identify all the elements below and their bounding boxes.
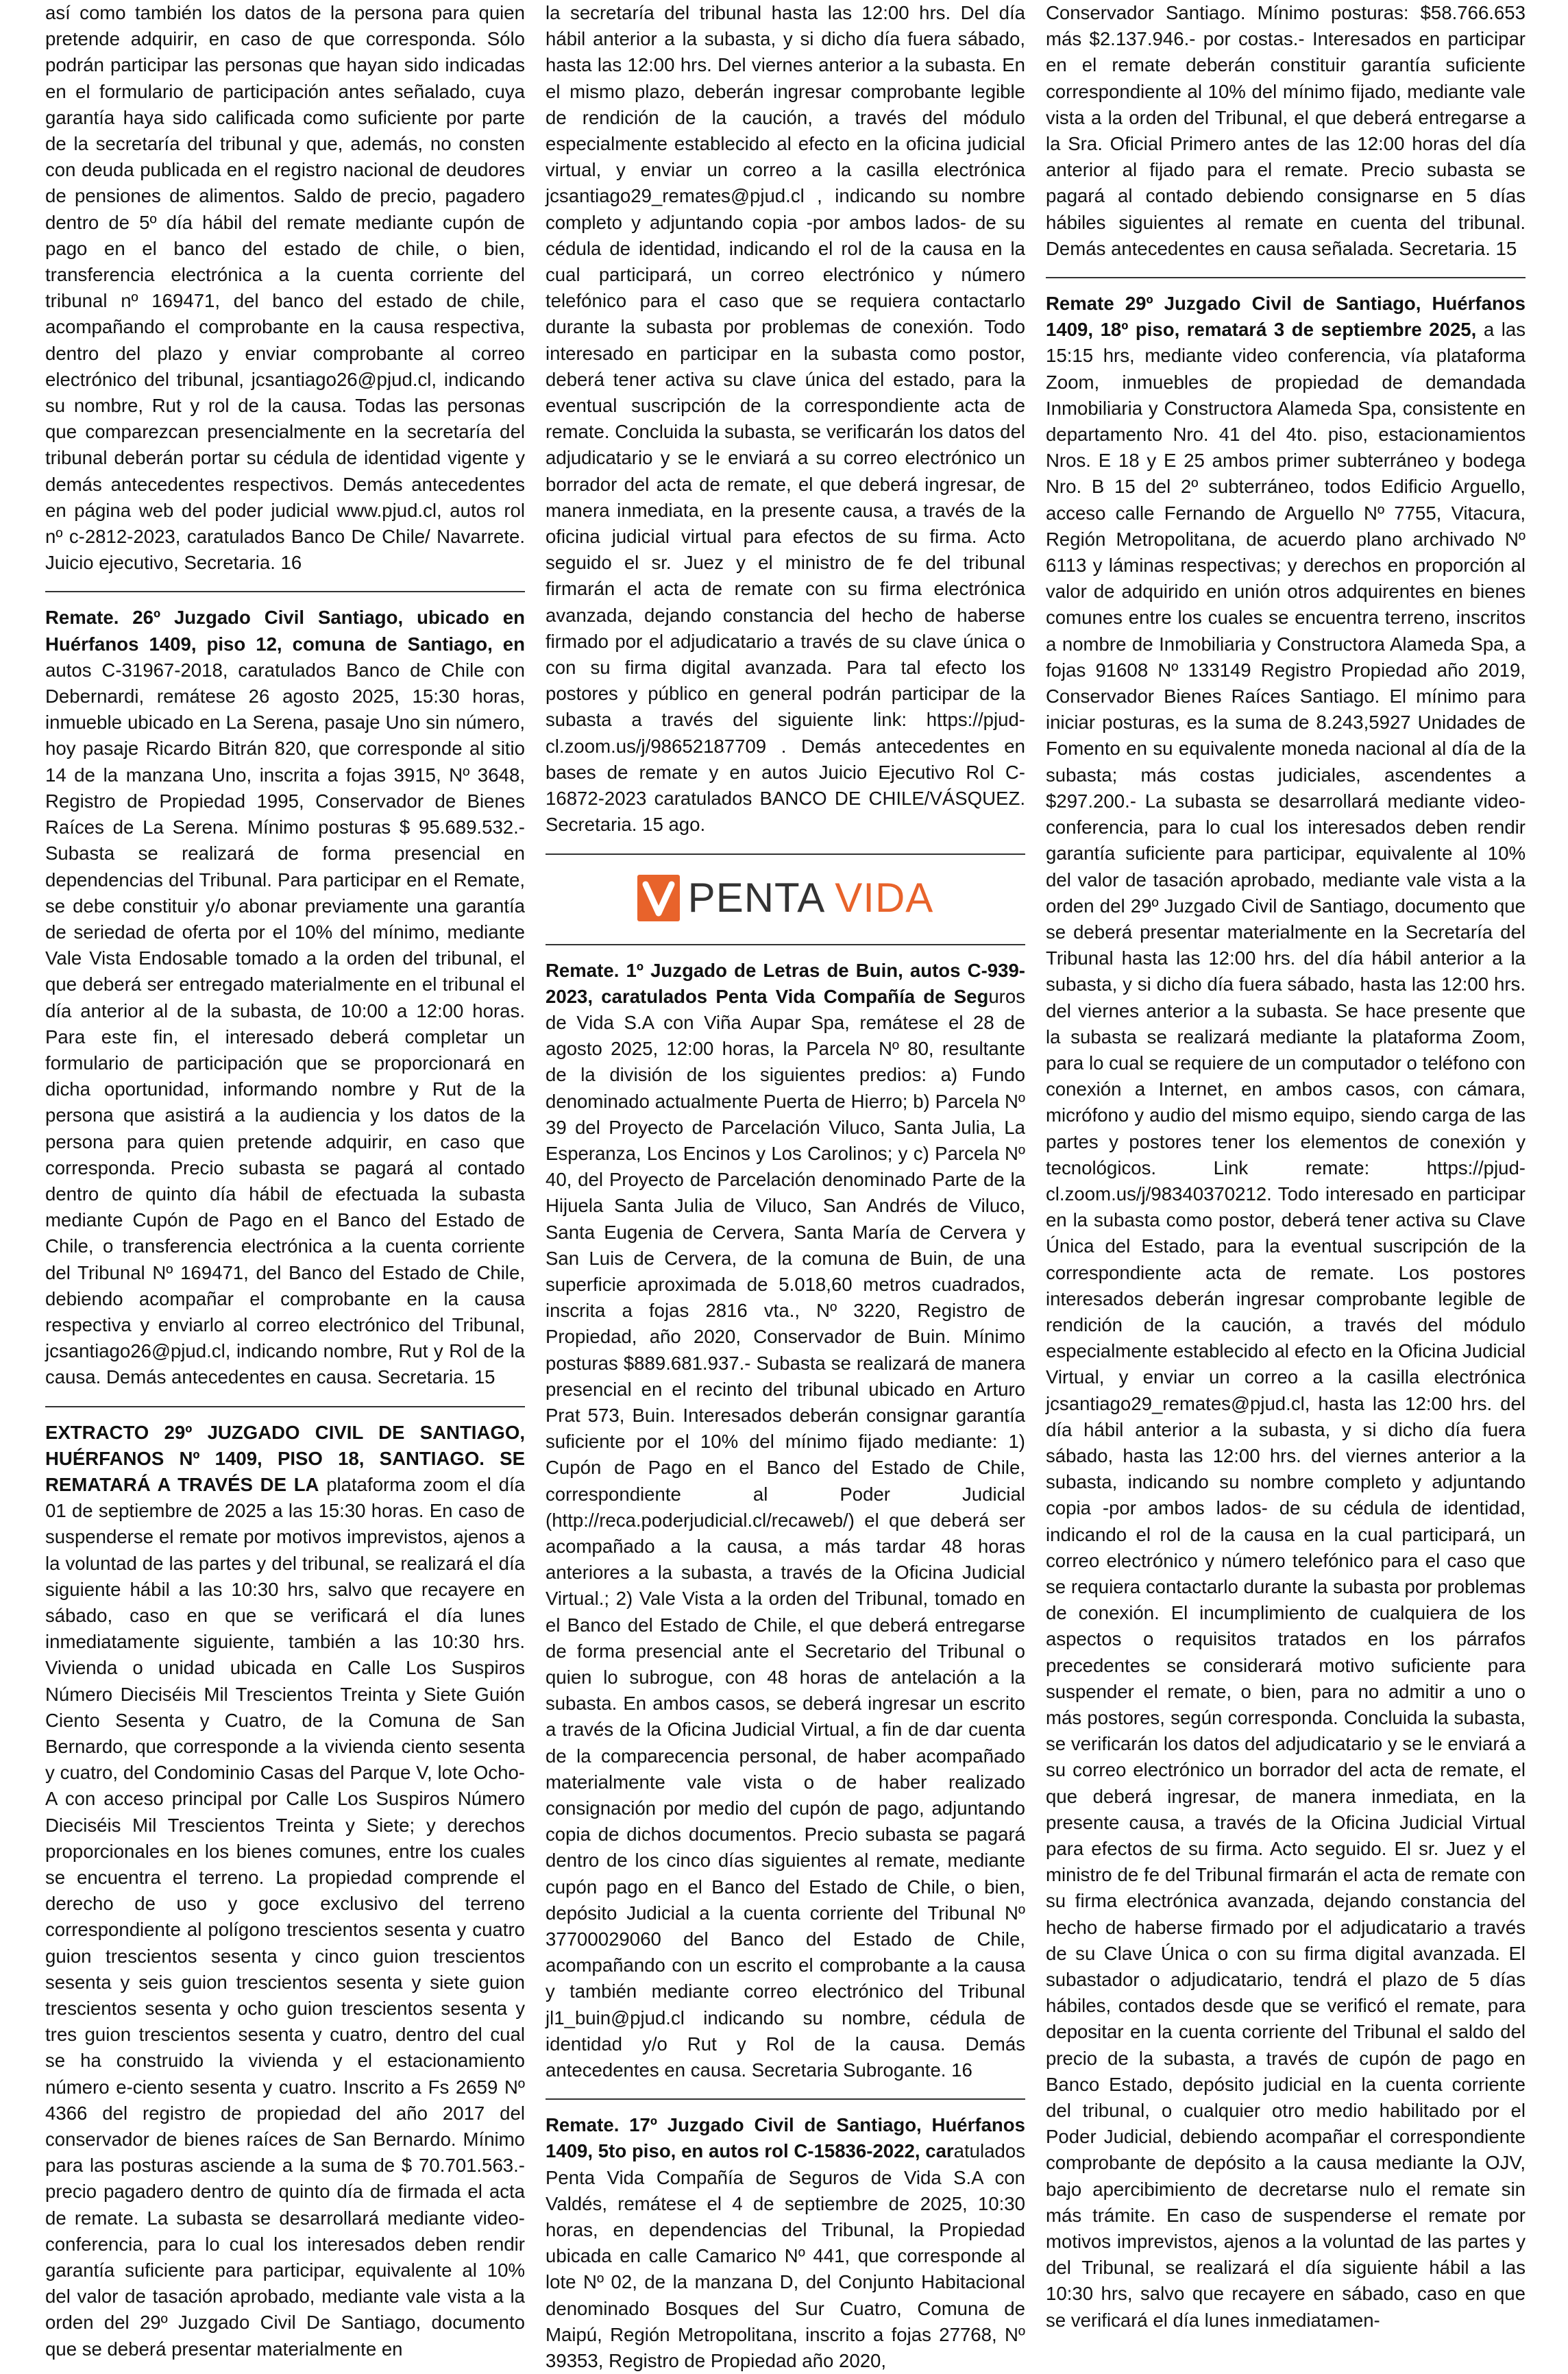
notice-remate-26-juzgado: [45, 605, 525, 1390]
notice-continuation: así como también los datos de la persona para quien pretende adquirir, en caso de que corresponda. Sólo podrán participar las personas que hayan sido indicadas en el formulario de participación antes señalado, cuya garantía haya sido calificada como suficiente por parte de la secretaría del tribunal y que, además, no consten con deuda publicada en el registro nacional de deudores de pensiones de alimentos. Saldo de precio, pagadero dentro de 5º día hábil del remate mediante cupón de pago en el banco del estado de chile, o bien, transferencia electrónica a la cuenta corriente del tribunal nº 169471, del banco del estado de chile, acompañando el comprobante en la causa respectiva, dentro del plazo y enviar comprobante al correo electrónico del tribunal, jcsantiago26@pjud.cl, indicando su nombre, Rut y rol de la causa. Todas las personas que comparezcan presencialmente en la secretaría del tribunal deberán portar su cédula de identidad vigente y demás antecedentes respectivos. Demás antecedentes en página web del poder judicial www.pjud.cl, autos rol nº c-2812-2023, caratulados Banco De Chile/ Navarrete. Juicio ejecutivo, Secretaria. 16: [45, 2, 525, 574]
notice-body: autos C-31967-2018, caratulados Banco de Chile con Debernardi, remátese 26 agosto 2025, 15:30 horas, inmueble ubicado en La Serena, pasaje Uno sin número, hoy pasaje Ricardo Bitrán 820, que corresponde al sitio 14 de la manzana Uno, inscrita a fojas 3915, Nº 3648, Registro de Propiedad 1995, Conservador de Bienes Raíces de La Serena. Mínimo posturas $ 95.689.532.- Subasta se realizará de forma presencial en dependencias del Tribunal. Para participar en el Remate, se debe constituir y/o abonar previamente una garantía de seriedad de oferta por el 10% del mínimo, mediante Vale Vista Endosable tomado a la orden del tribunal, el que deberá ser entregado materialmente en el tribunal el día anterior al de la subasta, de 10:00 a 12:00 horas. Para este fin, el interesado deberá completar un formulario de participación que se proporcionará en dicha oportunidad, informando nombre y Rut de la persona que asistirá a la audiencia y los datos de la persona para quien pretende adquirir, en caso que corresponda. Precio subasta se pagará al contado dentro de quinto día hábil de efectuada la subasta mediante Cupón de Pago en el Banco del Estado de Chile, o transferencia electrónica a la cuenta corriente del Tribunal Nº 169471, del Banco del Estado de Chile, debiendo acompañar el comprobante en la causa respectiva y enviarlo al correo electrónico del Tribunal, jcsantiago26@pjud.cl, indicando nombre, Rut y Rol de la causa. Demás antecedentes en causa. Secretaria. 15: [45, 659, 525, 1388]
column-2: [546, 0, 1025, 2372]
notice-heading: Remate. 26º Juzgado Civil Santiago, ubicado en Huérfanos 1409, piso 12, comuna de Santiago, en: [45, 607, 525, 655]
column-3: [1046, 0, 1526, 2331]
logo-word-penta: PENTA: [687, 875, 826, 921]
divider: [45, 1406, 525, 1407]
divider: [1046, 277, 1526, 278]
notice-body: plataforma zoom el día 01 de septiembre de 2025 a las 15:30 horas. En caso de suspenderse el remate por motivos imprevistos, ajenos a la voluntad de las partes y del tribunal, se realizará el día siguiente hábil a las 10:30 hrs, salvo que recayere en sábado, caso en que se verificará el día lunes inmediatamente siguiente, también a las 10:30 hrs. Vivienda o unidad ubicada en Calle Los Suspiros Número Dieciséis Mil Trescientos Treinta y Siete Guión Ciento Sesenta y Cuatro, de la Comuna de San Bernardo, que corresponde a la vivienda ciento sesenta y cuatro, del Condominio Casas del Parque V, lote Ocho-A con acceso principal por Calle Los Suspiros Número Dieciséis Mil Trescientos Treinta y Siete; y derechos proporcionales en los bienes comunes, entre los cuales se encuentra el terreno. La propiedad comprende el derecho de uso y goce exclusivo del terreno correspondiente al polígono trescientos sesenta y cuatro guion trescientos sesenta y cinco guion trescientos sesenta y seis guion trescientos sesenta y siete guion trescientos sesenta y ocho guion trescientos sesenta y tres guion trescientos sesenta y cuatro, dentro del cual se ha construido la vivienda y el estacionamiento número e-ciento sesenta y cuatro. Inscrito a Fs 2659 Nº 4366 del registro de propiedad del año 2017 del conservador de bienes raíces de San Bernardo. Mínimo para las posturas asciende a la suma de $ 70.701.563.- precio pagadero dentro de quinto día de firmada el acta de remate. La subasta se desarrollará mediante video-conferencia, para lo cual los interesados deben rendir garantía suficiente para participar, equivalente al 10% del valor de tasación aprobado, mediante vale vista a la orden del 29º Juzgado Civil De Santiago, documento que se deberá presentar materialmente en: [45, 1473, 525, 2360]
divider: [546, 853, 1025, 855]
notice-body: atulados Penta Vida Compañía de Seguros de Vida S.A con Valdés, remátese el 4 de septiembre de 2025, 10:30 horas, en dependencias del Tribunal, la Propiedad ubicada en calle Camarico Nº 441, que corresponde al lote Nº 02, de la manzana D, del Conjunto Habitacional denominado Bosques del Sur Cuatro, Comuna de Maipú, Región Metropolitana, inscrito a fojas 27768, Nº 39353, Registro de Propiedad año 2020,: [546, 2140, 1025, 2372]
notice-remate-29-juzgado: [1046, 291, 1526, 2334]
divider: [546, 2098, 1025, 2100]
notice-remate-17-juzgado: [546, 2112, 1025, 2374]
logo-wordmark: [688, 874, 934, 921]
penta-vida-mark-icon: [637, 875, 680, 921]
column-1: [45, 0, 525, 2360]
divider: [45, 591, 525, 592]
notice-body: a las 15:15 hrs, mediante video conferencia, vía plataforma Zoom, inmuebles de propiedad de demandada Inmobiliaria y Constructora Alameda Spa, consistente en departamento Nro. 41 del 4to. piso, estacionamientos Nros. E 18 y E 25 ambos primer subterráneo y bodega Nro. B 15 del 2º subterráneo, todos Edificio Arguello, acceso calle Fernando de Arguello Nº 7755, Vitacura, Región Metropolitana, de acuerdo plano archivado Nº 6113 y láminas respectivas; y derechos en proporción al valor de adquirido en unión otros adquirentes en bienes comunes entre los cuales se encuentra terreno, inscritos a nombre de Inmobiliaria y Constructora Alameda Spa, a fojas 91608 Nº 133149 Registro Propiedad año 2019, Conservador Bienes Raíces Santiago. El mínimo para iniciar posturas, es la suma de 8.243,5927 Unidades de Fomento en su equivalente moneda nacional al día de la subasta; más costas judiciales, ascendentes a $297.200.- La subasta se desarrollará mediante video-conferencia, para lo cual los interesados deben rendir garantía suficiente para participar, equivalente al 10% del valor de tasación aprobado, mediante vale vista a la orden del 29º Juzgado Civil de Santiago, documento que se deberá presentar materialmente en la Secretaría del Tribunal hasta las 12:00 hrs. del día hábil anterior a la subasta, y si dicho día fuera sábado, hasta las 12:00 hrs. del viernes anterior a la subasta. Se hace presente que la subasta se realizará mediante la plataforma Zoom, para lo cual se requiere de un computador o teléfono con conexión a Internet, en ambos casos, con cámara, micrófono y audio del mismo equipo, siendo carga de las partes y postores tener los elementos de conexión y tecnológicos. Link remate: https://pjud-cl.zoom.us/j/98340370212. Todo interesado en participar en la subasta como postor, deberá tener activa su Clave Única del Estado, para la eventual suscripción de la correspondiente acta de remate. Los postores interesados deberán ingresar comprobante legible de rendición de la caución, a través del módulo especialmente establecido al efecto en la Oficina Judicial Virtual, y enviar un correo a la casilla electrónica jcsantiago29_remates@pjud.cl, hasta las 12:00 hrs. del día hábil anterior a la subasta, y si dicho día fuera sábado, hasta las 12:00 hrs. del viernes anterior a la subasta, indicando su nombre completo y adjuntando copia -por ambos lados- de su cédula de identidad, indicando el rol de la causa en la cual participará, un correo electrónico y número telefónico para el caso que se requiera contactarlo durante la subasta por problemas de conexión. El incumplimiento de cualquiera de los aspectos o requisitos tratados en los párrafos precedentes se considerará motivo suficiente para suspender el remate, o bien, para no admitir a uno o más postores, según corresponda. Concluida la subasta, se verificarán los datos del adjudicatario y se le enviará a su correo electrónico un borrador del acta de remate, el que deberá ingresar, de manera inmediata, en la presente causa, a través de la Oficina Judicial Virtual para efectos de su firma. Acto seguido. El sr. Juez y el ministro de fe del Tribunal firmarán el acta de remate con su firma electrónica avanzada, dejando constancia del hecho de haberse firmado por el adjudicatario a través de su Clave Única o con su firma digital avanzada. El subastador o adjudicatario, tendrá el plazo de 5 días hábiles, contados desde que se verificó el remate, para depositar en la cuenta corriente del Tribunal el saldo del precio de la subasta, a través de cupón de pago en Banco Estado, depósito judicial en la cuenta corriente del tribunal, o cualquier otro medio habilitado por el Poder Judicial, debiendo acompañar el correspondiente comprobante de depósito a la causa mediante la OJV, bajo apercibimiento de decretarse nulo el remate sin más trámite. En caso de suspenderse el remate por motivos imprevistos, ajenos a la voluntad de las partes y del Tribunal, se realizará el día siguiente hábil a las 10:30 hrs, salvo que recayere en sábado, caso en que se verificará el día lunes inmediatamen-: [1046, 319, 1526, 2331]
logo-word-vida: VIDA: [835, 875, 934, 921]
divider: [546, 944, 1025, 945]
notice-body: uros de Vida S.A con Viña Aupar Spa, remátese el 28 de agosto 2025, 12:00 horas, la Parcela Nº 80, resultante de la división de los siguientes predios: a) Fundo denominado actualmente Puerta de Hierro; b) Parcela Nº 39 del Proyecto de Parcelación Viluco, Santa Julia, La Esperanza, Los Encinos y Los Carolinos; y c) Parcela Nº 40, del Proyecto de Parcelación denominado Parte de la Hijuela Santa Julia de Viluco, San Andrés de Viluco, Santa Eugenia de Cervera, Santa María de Cervera y San Luis de Cervera, de la comuna de Buin, de una superficie aproximada de 5.018,60 metros cuadrados, inscrita a fojas 2816 vta., Nº 3220, Registro de Propiedad, año 2020, Conservador de Buin. Mínimo posturas $889.681.937.- Subasta se realizará de manera presencial en el recinto del tribunal ubicado en Arturo Prat 573, Buin. Interesados deberán consignar garantía suficiente por el 10% del mínimo fijado mediante: 1) Cupón de Pago en el Banco del Estado de Chile, correspondiente al Poder Judicial (http://reca.poderjudicial.cl/recaweb/) el que deberá ser acompañado a la causa, a más tardar 48 horas anteriores a la subasta, a través de la Oficina Judicial Virtual.; 2) Vale Vista a la orden del Tribunal, tomado en el Banco del Estado de Chile, el que deberá entregarse de forma presencial ante el Secretario del Tribunal o quien lo subrogue, con 48 horas de antelación a la subasta. En ambos casos, se deberá ingresar un escrito a través de la Oficina Judicial Virtual, a fin de dar cuenta de la comparecencia personal, de haber acompañado materialmente vale vista o de haber realizado consignación por medio del cupón de pago, adjuntando copia de dichos documentos. Precio subasta se pagará dentro de los cinco días siguientes al remate, mediante cupón pago en el Banco del Estado de Chile, o bien, depósito Judicial a la cuenta corriente del Tribunal Nº 37700029060 del Banco del Estado de Chile, acompañando con un escrito el comprobante a la causa y también mediante correo electrónico del Tribunal jl1_buin@pjud.cl indicando su nombre, cédula de identidad y/o Rut y Rol de la causa. Demás antecedentes en causa. Secretaria Subrogante. 16: [546, 985, 1025, 2081]
notice-continuation: Conservador Santiago. Mínimo posturas: $58.766.653 más $2.137.946.- por costas.- Interesados en participar en el remate deberán constituir garantía suficiente correspondiente al 10% del mínimo fijado, mediante vale vista a la orden del Tribunal, el que deberá entregarse a la Sra. Oficial Primero antes de las 12:00 horas del día anterior al fijado para el remate. Precio subasta se pagará al contado debiendo consignarse en 5 días hábiles siguientes al remate en cuenta del tribunal. Demás antecedentes en causa señalada. Secretaria. 15: [1046, 2, 1526, 259]
notice-continuation: la secretaría del tribunal hasta las 12:00 hrs. Del día hábil anterior a la subasta, y si dicho día fuera sábado, hasta las 12:00 hrs. Del viernes anterior a la subasta. En el mismo plazo, deberán ingresar comprobante legible de rendición de la caución, a través del módulo especialmente establecido al efecto en la oficina judicial virtual, y enviar un correo a la casilla electrónica jcsantiago29_remates@pjud.cl , indicando su nombre completo y adjuntando copia -por ambos lados- de su cédula de identidad, indicando el rol de la causa en la cual participará, un correo electrónico y número telefónico para el caso que se requiera contactarlo durante la subasta por problemas de conexión. Todo interesado en participar en la subasta como postor, deberá tener activa su clave única del estado, para la eventual suscripción de la correspondiente acta de remate. Concluida la subasta, se verificarán los datos del adjudicatario y se le enviará a su correo electrónico un borrador del acta de remate, el que deberá ingresar, de manera inmediata, en la presente causa, a través de la oficina judicial virtual para efectos de su firma. Acto seguido el sr. Juez y el ministro de fe del tribunal firmarán el acta de remate con su firma electrónica avanzada, dejando constancia del hecho de haberse firmado por el adjudicatario a través de su clave única o con su firma digital avanzada. Para tal efecto los postores y público en general podrán participar de la subasta a través del siguiente link: https://pjud-cl.zoom.us/j/98652187709 . Demás antecedentes en bases de remate y en autos Juicio Ejecutivo Rol C-16872-2023 caratulados BANCO DE CHILE/VÁSQUEZ. Secretaria. 15 ago.: [546, 2, 1025, 836]
notice-extracto-29-juzgado: [45, 1420, 525, 2362]
notice-remate-juzgado-buin: [546, 958, 1025, 2084]
notice-heading: EXTRACTO 29º JUZGADO CIVIL DE SANTIAGO, HUÉRFANOS Nº 1409, PISO 18, SANTIAGO. SE REMATARÁ A TRAVÉS DE LA: [45, 1421, 525, 1495]
notice-heading: Remate 29º Juzgado Civil de Santiago, Huérfanos 1409, 18º piso, rematará 3 de septiembre 2025,: [1046, 293, 1526, 341]
penta-vida-logo: [546, 867, 1025, 929]
notice-heading: Remate. 1º Juzgado de Letras de Buin, autos C-939-2023, caratulados Penta Vida Compañía de Seg: [546, 959, 1025, 1007]
notice-heading: Remate. 17º Juzgado Civil de Santiago, Huérfanos 1409, 5to piso, en autos rol C-15836-2022, car: [546, 2114, 1025, 2162]
